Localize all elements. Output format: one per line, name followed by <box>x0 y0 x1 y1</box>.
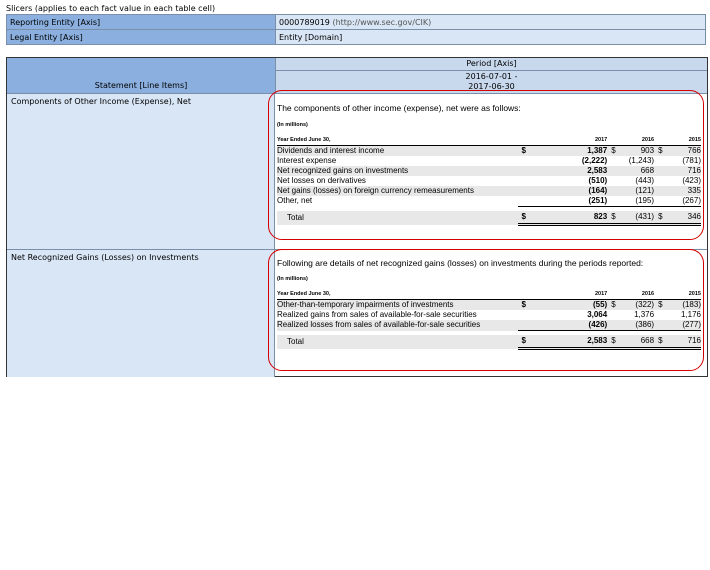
value-2017: (164) <box>571 186 608 196</box>
units-label: (In millions) <box>277 276 308 282</box>
row-label: Other, net <box>277 196 313 206</box>
value-2016: 668 <box>617 166 654 176</box>
value-2015: 1,176 <box>680 310 701 319</box>
total-2015: 716 <box>664 335 701 349</box>
row-label: Other-than-temporary impairments of investments <box>277 300 518 311</box>
value-2017: 1,387 <box>571 146 608 157</box>
total-2015: 346 <box>664 211 701 225</box>
value-2015: (267) <box>682 196 701 205</box>
row-label: Net gains (losses) on foreign currency remeasurements <box>277 186 518 196</box>
value-2017: (510) <box>588 176 608 185</box>
value-2016: 1,376 <box>634 310 655 319</box>
row-label: Dividends and interest income <box>277 146 518 157</box>
value-2016: 903 <box>617 146 654 157</box>
value-2017: (426) <box>571 320 608 331</box>
value-2015: (183) <box>664 300 701 311</box>
total-2016: 668 <box>617 335 654 349</box>
highlight-box <box>268 90 704 240</box>
value-2015: 716 <box>664 166 701 176</box>
total-2017: 2,583 <box>571 335 608 349</box>
currency-symbol: $ <box>607 335 617 349</box>
value-2016: (322) <box>617 300 654 311</box>
period-header: Period [Axis] <box>276 58 707 71</box>
value-2017: 3,064 <box>587 310 608 319</box>
year-header: 2016 <box>617 135 654 146</box>
year-label: Year Ended June 30, <box>277 135 518 146</box>
currency-symbol: $ <box>607 146 617 157</box>
value-2017: (55) <box>571 300 608 311</box>
statement-header-cell <box>7 58 276 93</box>
section-intro: The components of other income (expense), net were as follows: <box>277 103 521 113</box>
row-label: Realized losses from sales of available-for-sale securities <box>277 320 518 331</box>
highlight-box <box>268 249 704 371</box>
currency-symbol: $ <box>607 300 617 311</box>
currency-symbol: $ <box>654 300 664 311</box>
year-header: 2015 <box>664 289 701 300</box>
value-2016: (195) <box>635 196 655 205</box>
row-label: Realized gains from sales of available-for-sale securities <box>277 310 477 319</box>
value-2016: (443) <box>635 176 655 185</box>
currency-symbol: $ <box>518 146 571 157</box>
value-2015: 335 <box>664 186 701 196</box>
year-header: 2017 <box>571 135 608 146</box>
year-header: 2016 <box>617 289 654 300</box>
period-start: 2016-07-01 - <box>465 72 518 81</box>
units-label: (In millions) <box>277 122 308 128</box>
value-2015: 766 <box>664 146 701 157</box>
total-label: Total <box>277 211 518 225</box>
currency-symbol: $ <box>654 335 664 349</box>
currency-symbol: $ <box>654 146 664 157</box>
row-label: Net recognized gains on investments <box>277 166 518 176</box>
line-item-label: Net Recognized Gains (Losses) on Investments <box>7 250 275 377</box>
value-2017: 2,583 <box>571 166 608 176</box>
slicer-row <box>7 30 706 45</box>
value-2015: (277) <box>664 320 701 331</box>
slicer-value: Entity [Domain] <box>276 30 706 45</box>
slicers-title: Slicers (applies to each fact value in each table cell) <box>6 4 216 13</box>
currency-symbol: $ <box>518 300 571 311</box>
value-2016: (386) <box>617 320 654 331</box>
value-2017: (251) <box>588 196 608 205</box>
value-2016: (1,243) <box>628 156 655 165</box>
period-end: 2017-06-30 <box>468 82 515 91</box>
currency-symbol: $ <box>518 211 571 225</box>
row-label: Interest expense <box>277 156 337 165</box>
line-item-label: Components of Other Income (Expense), Net <box>7 94 275 250</box>
statement-header: Statement [Line Items] <box>94 81 188 90</box>
slicer-value <box>276 15 706 30</box>
currency-symbol: $ <box>518 335 571 349</box>
currency-symbol: $ <box>607 211 617 225</box>
total-2017: 823 <box>571 211 608 225</box>
year-header: 2017 <box>571 289 608 300</box>
value-2016: (121) <box>617 186 654 196</box>
value-2015: (781) <box>682 156 701 165</box>
cik-value: 0000789019 <box>279 17 330 27</box>
total-2016: (431) <box>617 211 654 225</box>
year-label: Year Ended June 30, <box>277 289 518 300</box>
section-intro: Following are details of net recognized gains (losses) on investments during the periods reported: <box>277 258 644 268</box>
slicer-table <box>6 14 706 45</box>
currency-symbol: $ <box>654 211 664 225</box>
year-header: 2015 <box>664 135 701 146</box>
slicer-row <box>7 15 706 30</box>
value-2017: (2,222) <box>581 156 608 165</box>
value-2015: (423) <box>682 176 701 185</box>
cik-link[interactable]: (http://www.sec.gov/CIK) <box>332 17 432 27</box>
slicer-key: Reporting Entity [Axis] <box>7 15 276 30</box>
slicer-key: Legal Entity [Axis] <box>7 30 276 45</box>
total-label: Total <box>277 335 518 349</box>
row-label: Net losses on derivatives <box>277 176 366 185</box>
